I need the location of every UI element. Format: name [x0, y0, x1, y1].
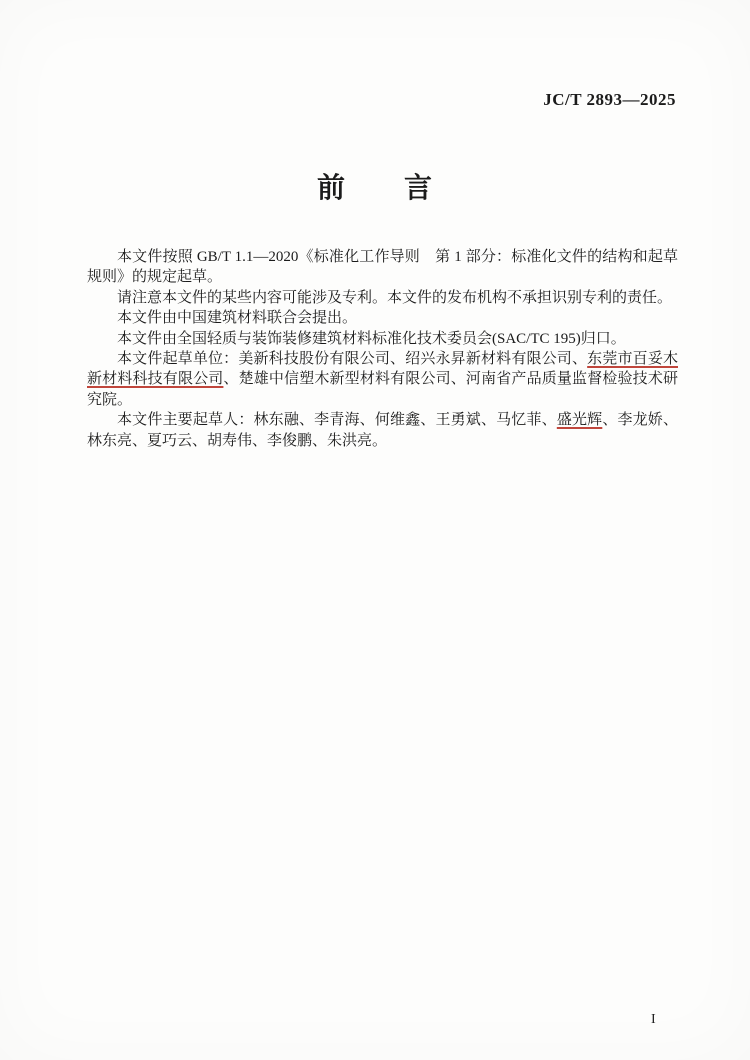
- underlined-drafter-name: 盛光辉: [556, 412, 603, 429]
- paragraph-text: 本文件由中国建筑材料联合会提出。: [117, 310, 358, 327]
- paragraph-proposed-by: [87, 308, 678, 328]
- foreword-title: 前 言: [316, 173, 433, 204]
- underlined-company-name: 东莞市百妥木新材料科技有限公司: [87, 351, 678, 388]
- foreword-body: [87, 247, 678, 451]
- page-number: I: [651, 1012, 656, 1027]
- paragraph-text: 本文件起草单位：美新科技股份有限公司、绍兴永昇新材料有限公司、: [117, 351, 588, 368]
- paragraph-drafting-basis: [87, 247, 678, 288]
- paragraph-drafting-units: [87, 349, 678, 410]
- paragraph-text: 请注意本文件的某些内容可能涉及专利。本文件的发布机构不承担识别专利的责任。: [117, 289, 673, 306]
- paragraph-text: 、楚雄中信塑木新型材料有限公司、河南省产品质量监督检验技术研究院。: [87, 371, 678, 408]
- paragraph-text: 本文件按照 GB/T 1.1—2020《标准化工作导则 第 1 部分：标准化文件的结构和起草规则》的规定起草。: [87, 249, 678, 286]
- paragraph-text: 本文件主要起草人：林东融、李青海、何维鑫、王勇斌、马忆菲、: [117, 412, 557, 429]
- standard-number: JC/T 2893—2025: [543, 90, 676, 109]
- paragraph-text: 本文件由全国轻质与装饰装修建筑材料标准化技术委员会(SAC/TC 195)归口。: [117, 330, 626, 347]
- paragraph-centralized-by: [87, 329, 678, 349]
- paragraph-main-drafters: [87, 410, 678, 451]
- paragraph-text: 、李龙娇、林东亮、夏巧云、胡寿伟、李俊鹏、朱洪亮。: [87, 412, 678, 449]
- paragraph-patent-notice: [87, 288, 678, 308]
